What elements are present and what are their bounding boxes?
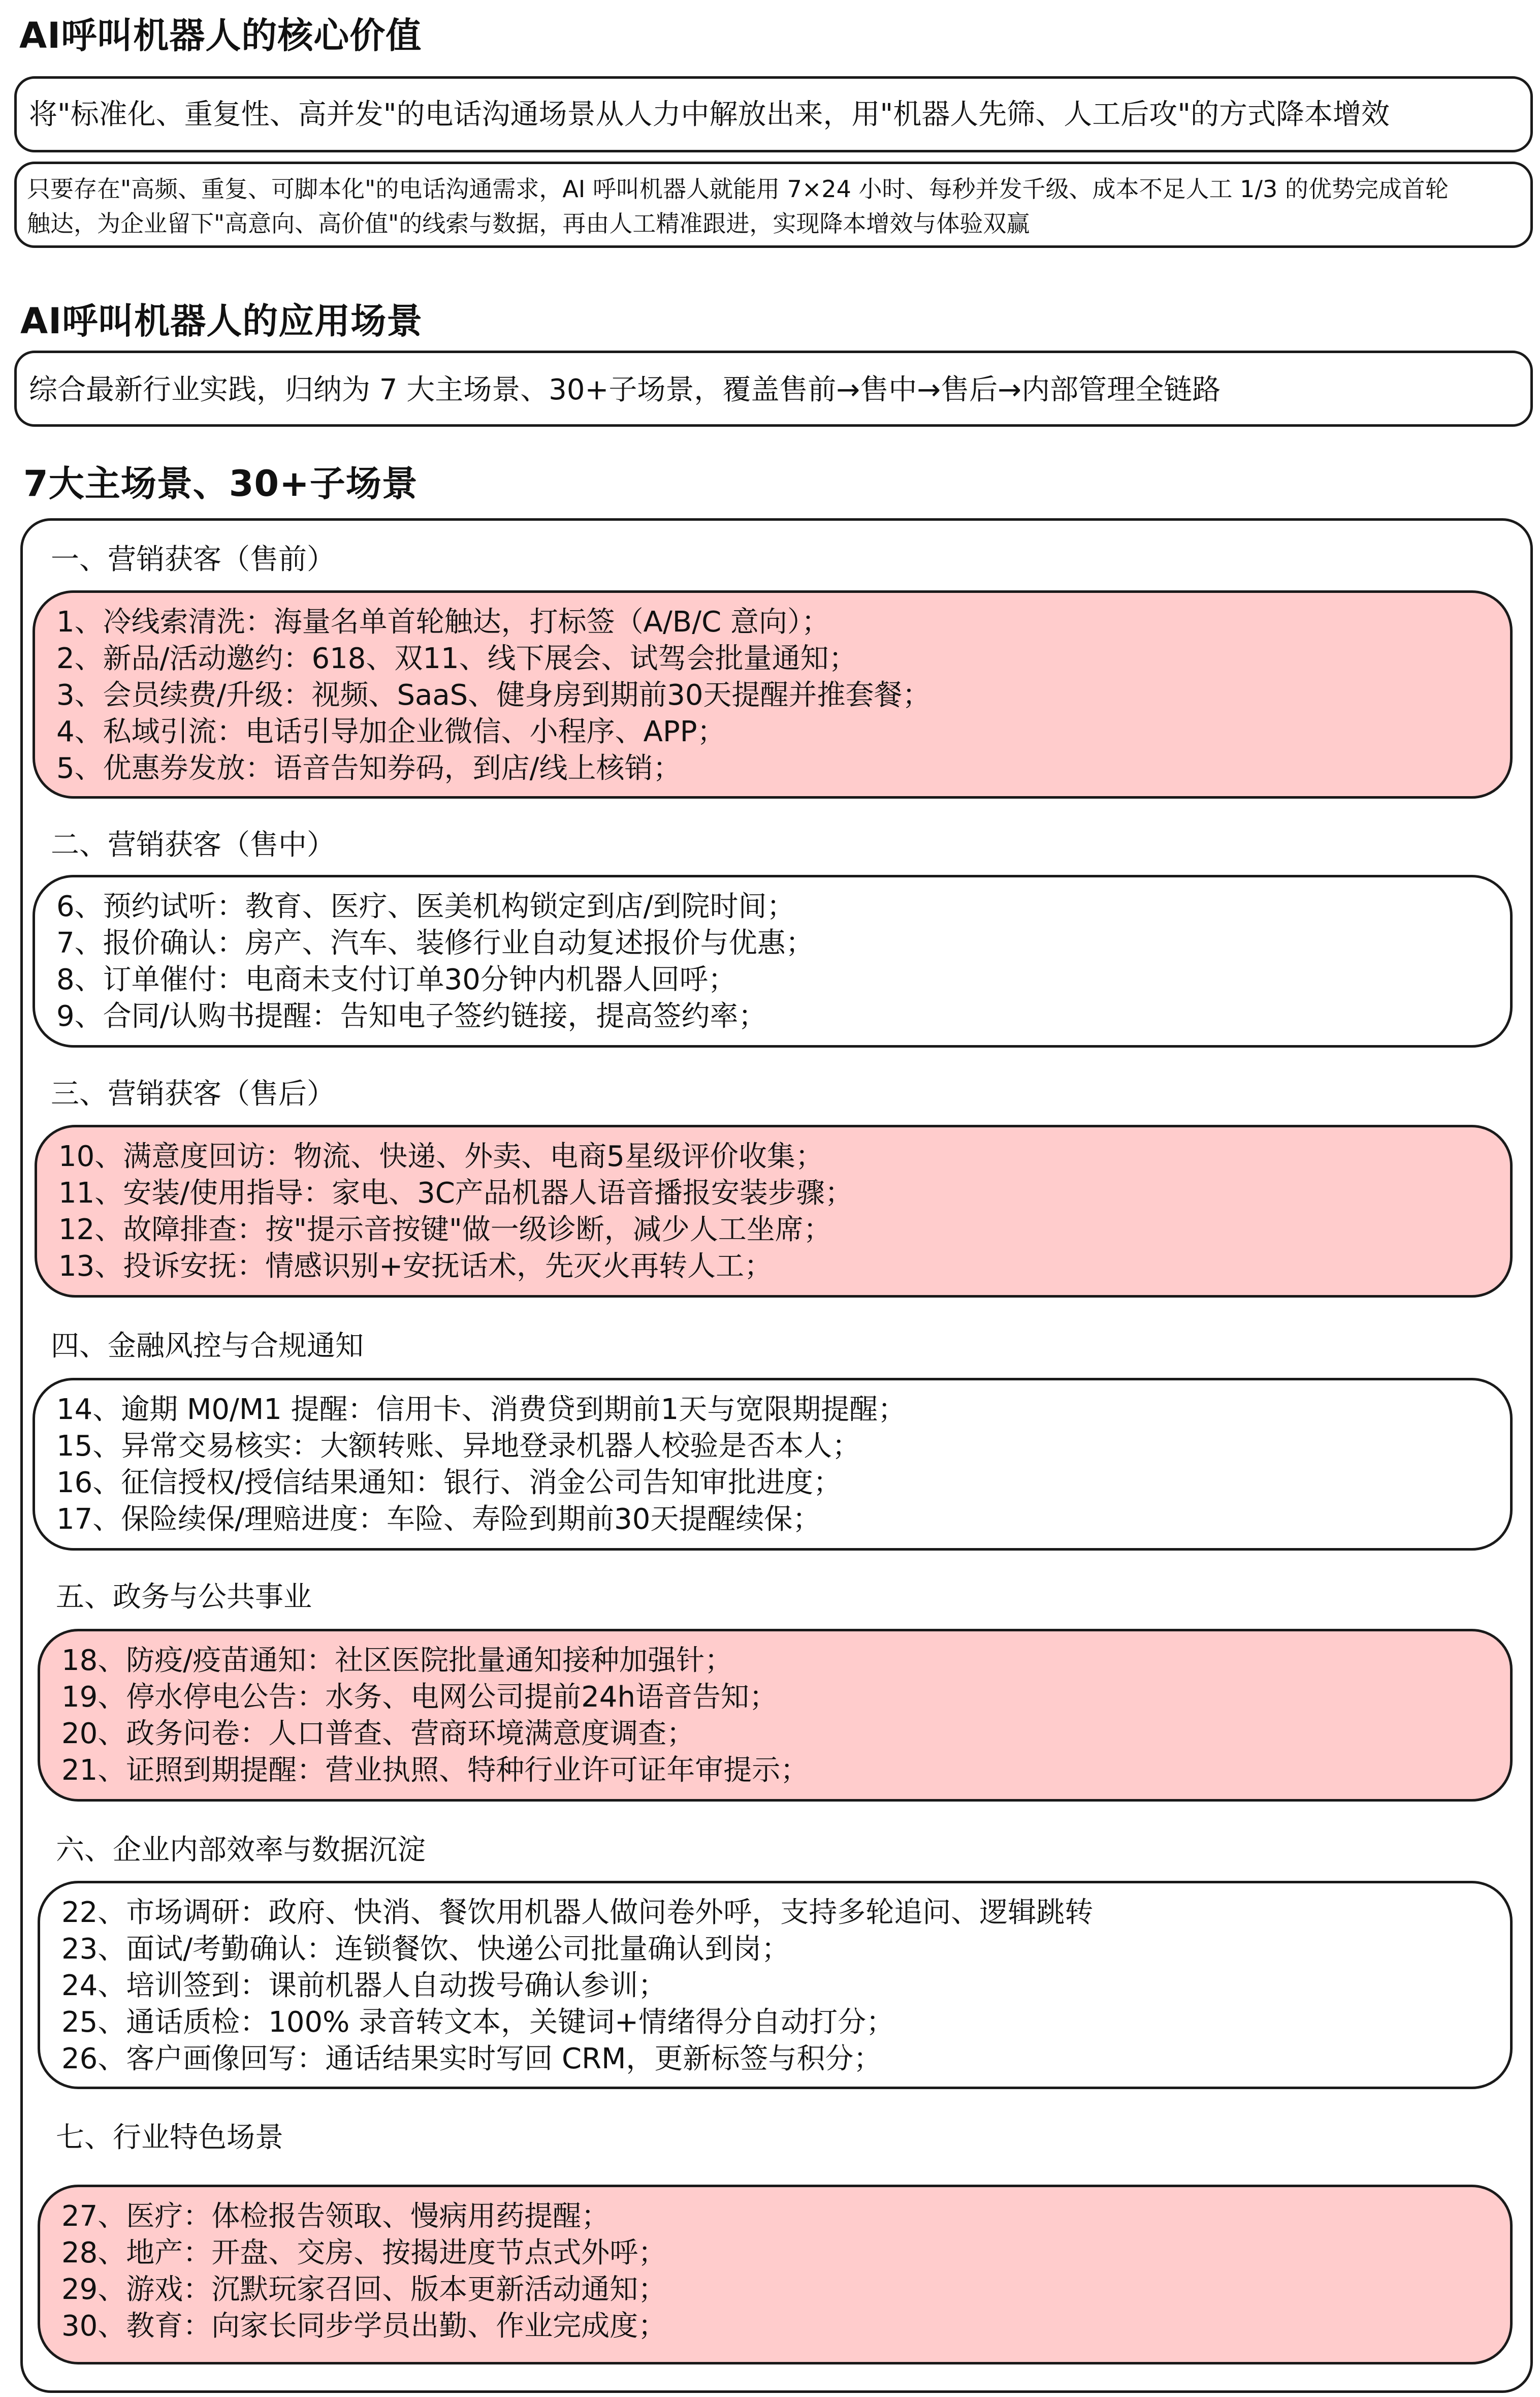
list-item: 12、故障排查：按"提示音按键"做一级诊断，减少人工坐席； [58, 1213, 832, 1246]
scenarios-summary-box [14, 351, 1533, 427]
core-value-detail-box [14, 162, 1533, 248]
list-item: 14、逾期 M0/M1 提醒：信用卡、消费贷到期前1天与宽限期提醒； [56, 1393, 907, 1426]
group-list [35, 1125, 1513, 1298]
list-item: 22、市场调研：政府、快消、餐饮用机器人做问卷外呼，支持多轮追问、逻辑跳转 [61, 1896, 1094, 1929]
list-item: 2、新品/活动邀约：618、双11、线下展会、试驾会批量通知； [56, 642, 857, 675]
core-value-summary-box [14, 76, 1533, 152]
group-list [38, 1881, 1513, 2089]
group-heading: 四、金融风控与合规通知 [51, 1330, 364, 1363]
list-item: 8、订单催付：电商未支付订单30分钟内机器人回呼； [56, 963, 736, 996]
group-list [38, 1629, 1513, 1802]
group-heading: 一、营销获客（售前） [51, 543, 335, 576]
list-item: 30、教育：向家长同步学员出勤、作业完成度； [61, 2310, 667, 2343]
list-item: 13、投诉安抚：情感识别+安抚话术，先灭火再转人工； [58, 1250, 773, 1283]
list-item: 16、征信授权/授信结果通知：银行、消金公司告知审批进度； [56, 1466, 842, 1499]
list-item: 3、会员续费/升级：视频、SaaS、健身房到期前30天提醒并推套餐； [56, 679, 931, 712]
group-list [38, 2185, 1513, 2364]
group-list [33, 875, 1513, 1048]
group-list [33, 1378, 1513, 1551]
main-scenarios-title: 7大主场景、30+子场景 [23, 463, 418, 504]
list-item: 29、游戏：沉默玩家召回、版本更新活动通知； [61, 2273, 667, 2306]
list-item: 26、客户画像回写：通话结果实时写回 CRM，更新标签与积分； [61, 2042, 882, 2075]
scenarios-summary: 综合最新行业实践，归纳为 7 大主场景、30+子场景，覆盖售前→售中→售后→内部管理全链路 [29, 373, 1221, 406]
list-item: 10、满意度回访：物流、快递、外卖、电商5星级评价收集； [58, 1140, 824, 1173]
list-item: 6、预约试听：教育、医疗、医美机构锁定到店/到院时间； [56, 890, 795, 923]
list-item: 4、私域引流：电话引导加企业微信、小程序、APP； [56, 715, 726, 748]
group-heading: 七、行业特色场景 [56, 2121, 283, 2154]
core-value-detail-line1: 只要存在"高频、重复、可脚本化"的电话沟通需求，AI 呼叫机器人就能用 7×24 小时、每秒并发千级、成本不足人工 1/3 的优势完成首轮 [27, 175, 1449, 203]
list-item: 15、异常交易核实：大额转账、异地登录机器人校验是否本人； [56, 1430, 861, 1463]
core-value-summary: 将"标准化、重复性、高并发"的电话沟通场景从人力中解放出来，用"机器人先筛、人工后攻"的方式降本增效 [29, 98, 1390, 131]
list-item: 20、政务问卷：人口普查、营商环境满意度调查； [61, 1717, 695, 1750]
core-value-title: AI呼叫机器人的核心价值 [19, 15, 422, 56]
group-heading: 二、营销获客（售中） [51, 829, 335, 862]
list-item: 25、通话质检：100% 录音转文本，关键词+情绪得分自动打分； [61, 2006, 895, 2039]
list-item: 27、医疗：体检报告领取、慢病用药提醒； [61, 2200, 610, 2233]
list-item: 17、保险续保/理赔进度：车险、寿险到期前30天提醒续保； [56, 1503, 821, 1536]
group-heading: 五、政务与公共事业 [56, 1581, 312, 1614]
group-list [33, 590, 1513, 799]
list-item: 18、防疫/疫苗通知：社区医院批量通知接种加强针； [61, 1644, 733, 1677]
list-item: 5、优惠券发放：语音告知券码，到店/线上核销； [56, 752, 682, 785]
scenarios-title: AI呼叫机器人的应用场景 [20, 300, 423, 342]
list-item: 7、报价确认：房产、汽车、装修行业自动复述报价与优惠； [56, 927, 814, 960]
list-item: 19、停水停电公告：水务、电网公司提前24h语音告知； [61, 1681, 778, 1714]
group-heading: 三、营销获客（售后） [51, 1078, 335, 1111]
list-item: 1、冷线索清洗：海量名单首轮触达，打标签（A/B/C 意向）； [56, 606, 830, 639]
list-item: 28、地产：开盘、交房、按揭进度节点式外呼； [61, 2236, 667, 2269]
group-heading: 六、企业内部效率与数据沉淀 [56, 1834, 426, 1867]
core-value-detail-line2: 触达，为企业留下"高意向、高价值"的线索与数据，再由人工精准跟进，实现降本增效与体验双赢 [27, 210, 1030, 237]
list-item: 24、培训签到：课前机器人自动拨号确认参训； [61, 1969, 667, 2002]
list-item: 23、面试/考勤确认：连锁餐饮、快递公司批量确认到岗； [61, 1933, 790, 1966]
list-item: 21、证照到期提醒：营业执照、特种行业许可证年审提示； [61, 1754, 809, 1787]
list-item: 11、安装/使用指导：家电、3C产品机器人语音播报安装步骤； [58, 1177, 853, 1210]
list-item: 9、合同/认购书提醒：告知电子签约链接，提高签约率； [56, 1000, 767, 1033]
